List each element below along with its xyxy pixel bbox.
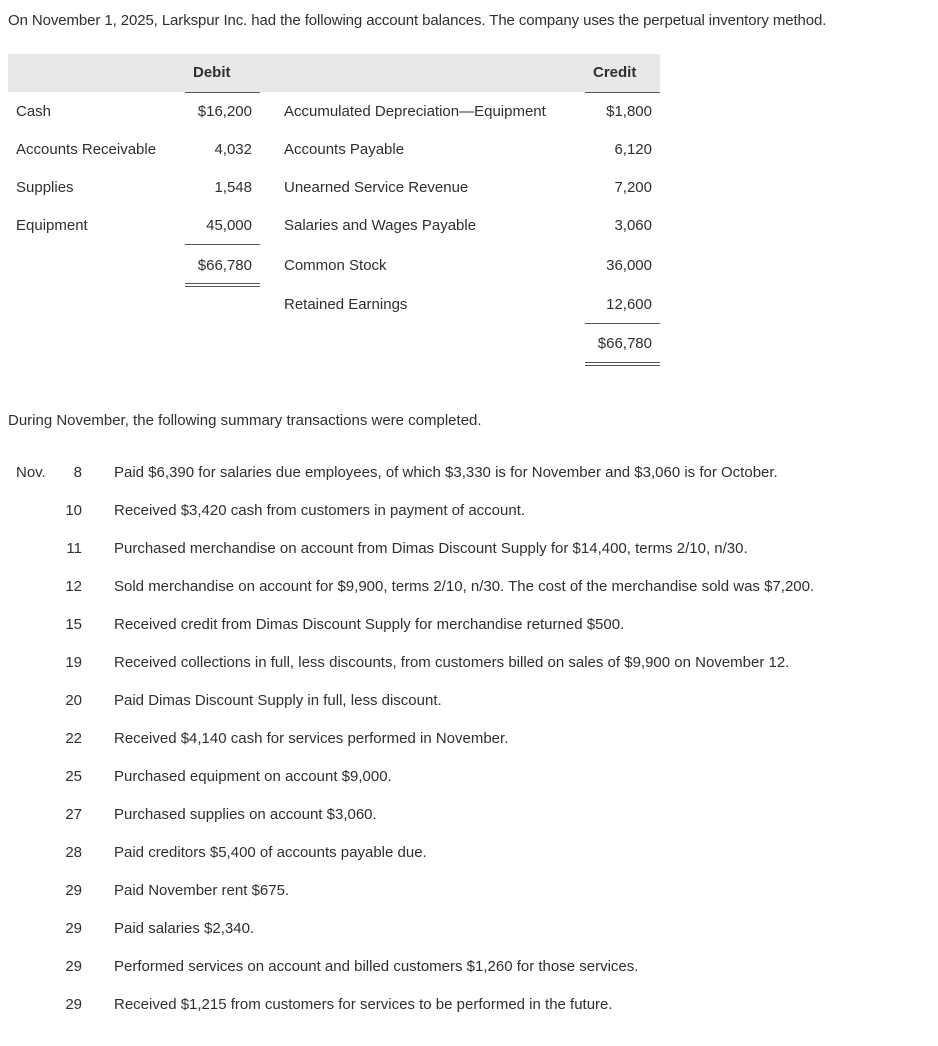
transaction-description: Received collections in full, less discounts, from customers billed on sales of $9,900 on November 12. xyxy=(114,654,790,671)
debit-account-name: Supplies xyxy=(16,179,74,196)
credit-account-amount: 3,060 xyxy=(614,217,652,234)
transaction-day: 11 xyxy=(66,540,82,557)
credit-account-amount: 12,600 xyxy=(606,296,652,313)
transaction-day: 29 xyxy=(65,882,82,899)
credit-header-rule xyxy=(585,92,660,93)
transaction-description: Paid creditors $5,400 of accounts payable due. xyxy=(114,844,427,861)
transaction-day: 29 xyxy=(65,996,82,1013)
transaction-description: Paid salaries $2,340. xyxy=(114,920,255,937)
credit-account-name: Unearned Service Revenue xyxy=(284,179,469,196)
debit-total: $66,780 xyxy=(197,257,252,274)
debit-header: Debit xyxy=(193,64,231,81)
credit-account-name: Salaries and Wages Payable xyxy=(284,217,477,234)
credit-account-amount: 7,200 xyxy=(614,179,652,196)
transaction-description: Purchased supplies on account $3,060. xyxy=(114,806,377,823)
debit-header-rule xyxy=(185,92,260,93)
intro-text: On November 1, 2025, Larkspur Inc. had the following account balances. The company uses the perpetual inventory method. xyxy=(8,12,827,29)
transaction-day: 27 xyxy=(65,806,82,823)
debit-account-amount: $16,200 xyxy=(197,103,252,120)
debit-account-amount: 1,548 xyxy=(214,179,252,196)
debit-subtotal-rule xyxy=(185,244,260,245)
transaction-description: Received $4,140 cash for services performed in November. xyxy=(114,730,509,747)
transaction-day: 28 xyxy=(65,844,82,861)
transaction-day: 22 xyxy=(65,730,82,747)
debit-total-double-rule xyxy=(185,283,260,287)
credit-account-name: Retained Earnings xyxy=(284,296,408,313)
transaction-day: 25 xyxy=(65,768,82,785)
transaction-description: Purchased merchandise on account from Dimas Discount Supply for $14,400, terms 2/10, n/30. xyxy=(114,540,748,557)
credit-account-name: Accumulated Depreciation—Equipment xyxy=(284,103,546,120)
credit-account-name: Common Stock xyxy=(284,257,387,274)
credit-account-name: Accounts Payable xyxy=(284,141,405,158)
transactions-intro: During November, the following summary transactions were completed. xyxy=(8,412,482,429)
debit-account-name: Accounts Receivable xyxy=(16,141,157,158)
transaction-description: Paid $6,390 for salaries due employees, of which $3,330 is for November and $3,060 is for October. xyxy=(114,464,778,481)
month-label: Nov. xyxy=(16,464,46,481)
transaction-description: Paid Dimas Discount Supply in full, less discount. xyxy=(114,692,442,709)
debit-account-name: Equipment xyxy=(16,217,88,234)
balance-table-header xyxy=(8,54,660,92)
transaction-day: 29 xyxy=(65,958,82,975)
transaction-day: 15 xyxy=(65,616,82,633)
transaction-description: Performed services on account and billed customers $1,260 for those services. xyxy=(114,958,639,975)
debit-account-amount: 4,032 xyxy=(214,141,252,158)
transaction-description: Received $3,420 cash from customers in payment of account. xyxy=(114,502,526,519)
credit-account-amount: 6,120 xyxy=(614,141,652,158)
credit-total: $66,780 xyxy=(597,335,652,352)
transaction-day: 8 xyxy=(73,464,82,481)
transaction-day: 29 xyxy=(65,920,82,937)
transaction-description: Purchased equipment on account $9,000. xyxy=(114,768,392,785)
credit-subtotal-rule xyxy=(585,323,660,324)
transaction-day: 20 xyxy=(65,692,82,709)
transaction-day: 12 xyxy=(65,578,82,595)
transaction-day: 10 xyxy=(65,502,82,519)
debit-account-name: Cash xyxy=(16,103,52,120)
credit-account-amount: $1,800 xyxy=(606,103,652,120)
transaction-description: Paid November rent $675. xyxy=(114,882,290,899)
credit-header: Credit xyxy=(593,64,637,81)
transaction-description: Received credit from Dimas Discount Supply for merchandise returned $500. xyxy=(114,616,625,633)
debit-account-amount: 45,000 xyxy=(206,217,252,234)
credit-total-double-rule xyxy=(585,362,660,366)
transaction-description: Received $1,215 from customers for services to be performed in the future. xyxy=(114,996,613,1013)
transaction-description: Sold merchandise on account for $9,900, terms 2/10, n/30. The cost of the merchandise sold was $7,200. xyxy=(114,578,815,595)
credit-account-amount: 36,000 xyxy=(606,257,652,274)
transaction-day: 19 xyxy=(65,654,82,671)
